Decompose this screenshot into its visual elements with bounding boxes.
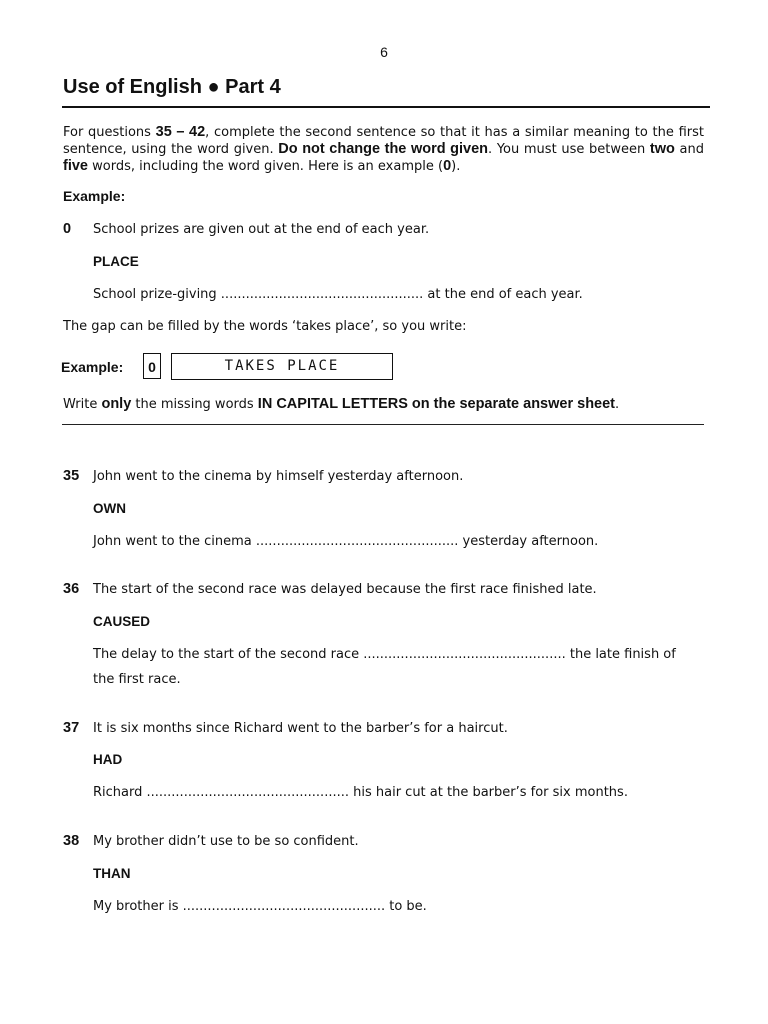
instructions-text-5: words, including the word given. Here is an example (	[88, 159, 444, 174]
page-number: 6	[380, 44, 388, 60]
instructions-text-6: ).	[451, 159, 461, 174]
question-37-keyword: HAD	[93, 752, 123, 767]
question-36-sentence: The start of the second race was delayed because the first race finished late.	[93, 582, 597, 597]
question-36-rewrite-line1: The delay to the start of the second race ................................................. the late finish of	[93, 647, 676, 662]
instructions-text-1: For questions	[63, 125, 156, 140]
write-text-2: the missing words	[131, 397, 258, 412]
question-36-keyword: CAUSED	[93, 614, 151, 629]
title-rule	[62, 106, 710, 108]
question-35-number: 35	[63, 468, 80, 484]
page-title: Use of English ● Part 4	[63, 76, 281, 98]
example-box-number: 0	[143, 353, 161, 379]
example-number: 0	[63, 221, 72, 237]
example-keyword: PLACE	[93, 254, 139, 269]
write-text-3: .	[615, 397, 620, 412]
question-36-rewrite-line2: the first race.	[93, 672, 181, 687]
instructions-emphasis: Do not change the word given	[278, 141, 489, 157]
question-37-number: 37	[63, 720, 80, 736]
example-box-answer: TAKES PLACE	[171, 353, 393, 380]
example-sentence: School prizes are given out at the end of each year.	[93, 222, 430, 237]
instructions-text-4: and	[674, 142, 704, 157]
example-box-label: Example:	[61, 359, 124, 375]
instructions-five: five	[63, 158, 88, 174]
question-35-rewrite: John went to the cinema ................................................. yesterday afternoon.	[93, 534, 599, 549]
instructions-text-3: . You must use between	[488, 142, 650, 157]
question-35-keyword: OWN	[93, 501, 126, 516]
example-heading: Example:	[63, 188, 126, 204]
question-38-rewrite: My brother is ................................................. to be.	[93, 899, 427, 914]
instructions-two: two	[649, 141, 675, 157]
example-rewrite: School prize-giving ................................................. at the end of each year.	[93, 287, 583, 302]
write-text-1: Write	[63, 397, 102, 412]
question-36-number: 36	[63, 581, 80, 597]
write-caps: IN CAPITAL LETTERS on the separate answer sheet	[257, 396, 616, 412]
question-38-sentence: My brother didn’t use to be so confident.	[93, 834, 359, 849]
question-37-sentence: It is six months since Richard went to the barber’s for a haircut.	[93, 721, 508, 736]
write-only: only	[101, 396, 132, 412]
instructions-zero: 0	[443, 158, 452, 174]
instructions	[63, 124, 704, 175]
write-instruction	[63, 396, 619, 413]
section-separator	[62, 424, 704, 425]
example-explanation: The gap can be filled by the words ‘takes place’, so you write:	[63, 319, 467, 334]
question-38-keyword: THAN	[93, 866, 131, 881]
question-range: 35 – 42	[155, 124, 206, 140]
question-37-rewrite: Richard ................................................. his hair cut at the barber’s for six months.	[93, 785, 628, 800]
question-35-sentence: John went to the cinema by himself yesterday afternoon.	[93, 469, 464, 484]
question-38-number: 38	[63, 833, 80, 849]
instructions-text-2: , complete the second sentence so that it has a similar meaning to the first sentence, using the word given.	[63, 125, 704, 157]
